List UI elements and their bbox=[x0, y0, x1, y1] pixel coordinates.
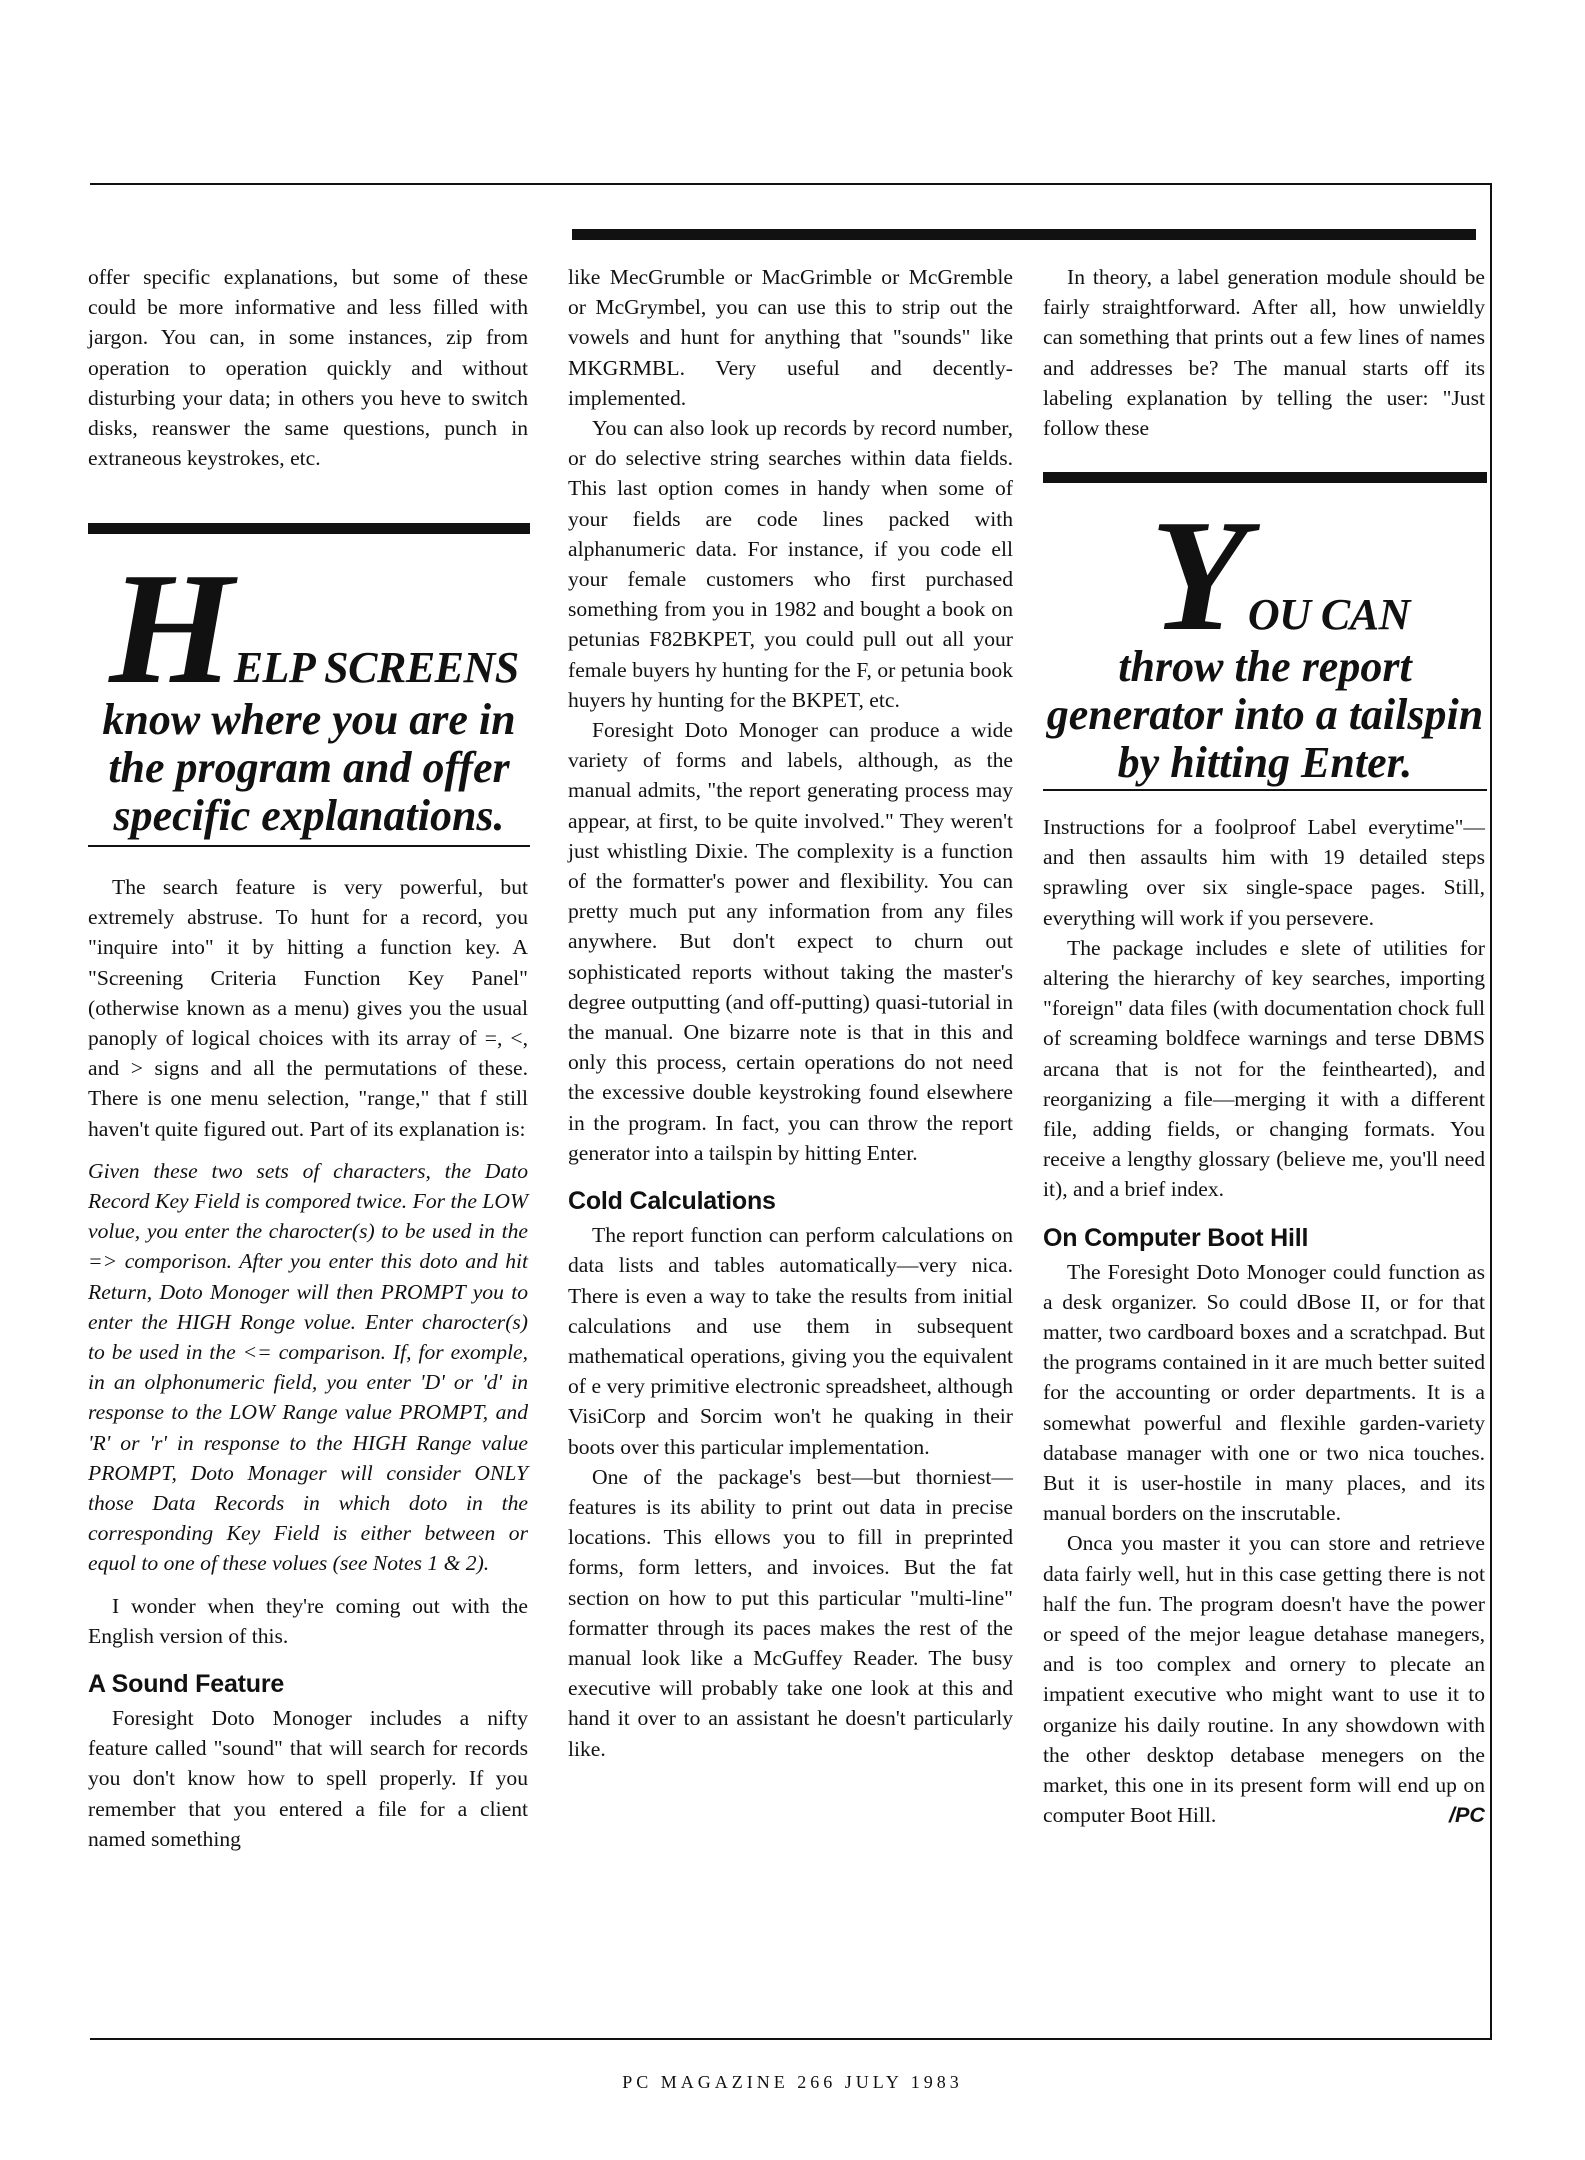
col1-pullquote-bottom-rule bbox=[88, 845, 530, 847]
column-1-body bbox=[88, 872, 528, 1854]
pullquote-line: throw the report bbox=[1118, 642, 1412, 691]
col1-paragraph: I wonder when they're coming out with the English version of this. bbox=[88, 1593, 528, 1648]
col3-pullquote-bottom-rule bbox=[1043, 789, 1487, 791]
col1-paragraph: The search feature is very powerful, but extremely abstruse. To hunt for a record, you "inquire into" it by hitting a function key. A "Screening Criteria Function Key Panel" (otherwise known as a menu) gives you the usual panoply of logical choices with its array of =, <, and > signs and all the permutations of these. There is one menu selection, "range," that f still haven't quite figured out. Part of its explanation is: bbox=[88, 875, 528, 1141]
col1-pullquote-top-bar bbox=[88, 523, 530, 534]
col2-paragraph: One of the package's best—but thorniest—features is its ability to print out data in precise locations. This ellows you to fill in preprinted forms, form letters, and invoices. But the fat section on how to put this particular "multi-line" formatter through its paces makes the rest of the manual look like a McGuffey Reader. The busy executive will probably take one look at this and hand it over to an assistant he doesn't particularly like. bbox=[568, 1464, 1013, 1761]
pullquote-line: the program and offer bbox=[108, 743, 510, 792]
col2-top-bar bbox=[572, 229, 1476, 240]
col1-top-paragraph: offer specific explanations, but some of these could be more informative and less filled with jargon. You can, in some instances, zip from operation to operation quickly and without disturbing your data; in others you heve to switch disks, reanswer the same questions, punch in extraneous keystrokes, etc. bbox=[88, 265, 528, 471]
col1-quoted-passage: Given these two sets of characters, the Dato Record Key Field is compored twice. For the LOW volue, you enter the charocter(s) to be used in the => comporison. After you enter this doto and hit Return, Doto Monoger will then PROMPT you to enter the HIGH Ronge volue. Enter charocter(s) to be used in the <= comparison. If, for exomple, in an olphonumeric field, you enter 'D' or 'd' in response to the LOW Range value PROMPT, and 'R' or 'r' in response to the HIGH Range value PROMPT, Doto Monager will consider ONLY those Data Records in which doto in the corresponding Key Field is either between or equol to one of these volues (see Notes 1 & 2). bbox=[88, 1158, 528, 1576]
col2-paragraph: like MecGrumble or MacGrimble or McGremble or McGrymbel, you can use this to strip out the vowels and hunt for anything that "sounds" like MKGRMBL. Very useful and decently-implemented. bbox=[568, 265, 1013, 410]
col3-paragraph: In theory, a label generation module should be fairly straightforward. After all, how unwieldly can something that prints out a few lines of names and addresses be? The manual starts off its labeling explanation by telling the user: "Just follow these bbox=[1043, 265, 1485, 441]
bottom-rule bbox=[90, 2038, 1492, 2040]
pullquote-caps: OU CAN bbox=[1247, 590, 1410, 639]
col1-pullquote bbox=[88, 539, 530, 840]
section-heading: On Computer Boot Hill bbox=[1043, 1223, 1309, 1252]
pullquote-line: by hitting Enter. bbox=[1117, 738, 1413, 787]
col3-paragraph: Instructions for a foolproof Label everytime"—and then assaults him with 19 detailed steps sprawling over six single-space pages. Still, everything will work if you persevere. bbox=[1043, 815, 1485, 930]
right-rule bbox=[1490, 183, 1492, 2040]
column-2 bbox=[568, 262, 1013, 1764]
pullquote-line: specific explanations. bbox=[113, 791, 505, 840]
col2-paragraph: The report function can perform calculations on data lists and tables automatically—very nica. There is even a way to take the results from initial calculations and use them in subsequent mathematical operations, giving you the equivalent of e very primitive electronic spreadsheet, although VisiCorp and Sorcim won't he quaking in their boots over this particular implementation. bbox=[568, 1223, 1013, 1459]
col1-paragraph: Foresight Doto Monoger includes a nifty feature called "sound" that will search for records you don't know how to spell properly. If you remember that you entered a file for a client named something bbox=[88, 1706, 528, 1851]
col3-paragraph: The Foresight Doto Monoger could function as a desk organizer. So could dBose II, or for that matter, two cardboard boxes and a scratchpad. But the programs contained in it are much better suited for the accounting or order departments. It is a somewhat powerful and flexihle garden-variety database manager with one or two nica touches. But it is user-hostile in many places, and its manual borders on the inscrutable. bbox=[1043, 1259, 1485, 1526]
col3-paragraph bbox=[1043, 1528, 1485, 1830]
col3-pullquote-top-bar bbox=[1043, 472, 1487, 483]
pullquote-dropcap: Y bbox=[1150, 486, 1248, 664]
pullquote-line: generator into a tailspin bbox=[1046, 690, 1484, 739]
column-3-body bbox=[1043, 812, 1485, 1831]
author-signature: /PC bbox=[1449, 1802, 1485, 1828]
section-heading: Cold Calculations bbox=[568, 1187, 776, 1216]
column-1 bbox=[88, 262, 528, 473]
top-rule bbox=[90, 183, 1490, 185]
column-3 bbox=[1043, 262, 1485, 443]
pullquote-dropcap: H bbox=[109, 539, 234, 717]
col3-pullquote bbox=[1043, 486, 1487, 787]
col2-paragraph: Foresight Doto Monoger can produce a wide variety of forms and labels, although, as the manual admits, "the report generating process may appear, at first, to be quite involved." They weren't just whistling Dixie. The complexity is a function of the formatter's power and flexibility. You can pretty much put any information from any files anywhere. But don't expect to churn out sophisticated reports without taking the master's degree outputting (and off-putting) quasi-tutorial in the manual. One bizarre note is that in this and only this process, certain operations do not need the excessive double keystroking found elsewhere in the program. In fact, you can throw the report generator into a tailspin by hitting Enter. bbox=[568, 718, 1013, 1165]
col3-paragraph: The package includes e slete of utilities for altering the hierarchy of key searches, importing "foreign" data files (with documentation chock full of screaming boldfece warnings and terse DBMS arcana that is not for the feinthearted), and reorganizing a file—merging it with a different file, adding fields, or changing formats. You receive a lengthy glossary (believe me, you'll need it), and a brief index. bbox=[1043, 935, 1485, 1202]
col2-paragraph: You can also look up records by record number, or do selective string searches within data fields. This last option comes in handy when some of your fields are code lines packed with alphanumeric data. For instance, if you code ell your female customers who first purchased something from you in 1982 and bought a book on petunias F82BKPET, you could pull out all your female buyers hy hunting for the F, or petunia book huyers hy hunting for the BKPET, etc. bbox=[568, 416, 1013, 712]
section-heading: A Sound Feature bbox=[88, 1670, 285, 1699]
pullquote-caps: ELP SCREENS bbox=[233, 643, 519, 692]
page-footer: PC MAGAZINE 266 JULY 1983 bbox=[622, 2072, 963, 2092]
col3-closing-text: Onca you master it you can store and retrieve data fairly well, hut in this case getting there is not half the fun. The program doesn't have the power or speed of the mejor league detahase manegers, and is too complex and ornery to plecate an impatient executive who might want to use it to organize his daily routine. In any showdown with the other desktop detabase menegers on the market, this one in its present form will end up on computer Boot Hill. bbox=[1043, 1531, 1485, 1828]
pullquote-line: know where you are in bbox=[102, 695, 516, 744]
